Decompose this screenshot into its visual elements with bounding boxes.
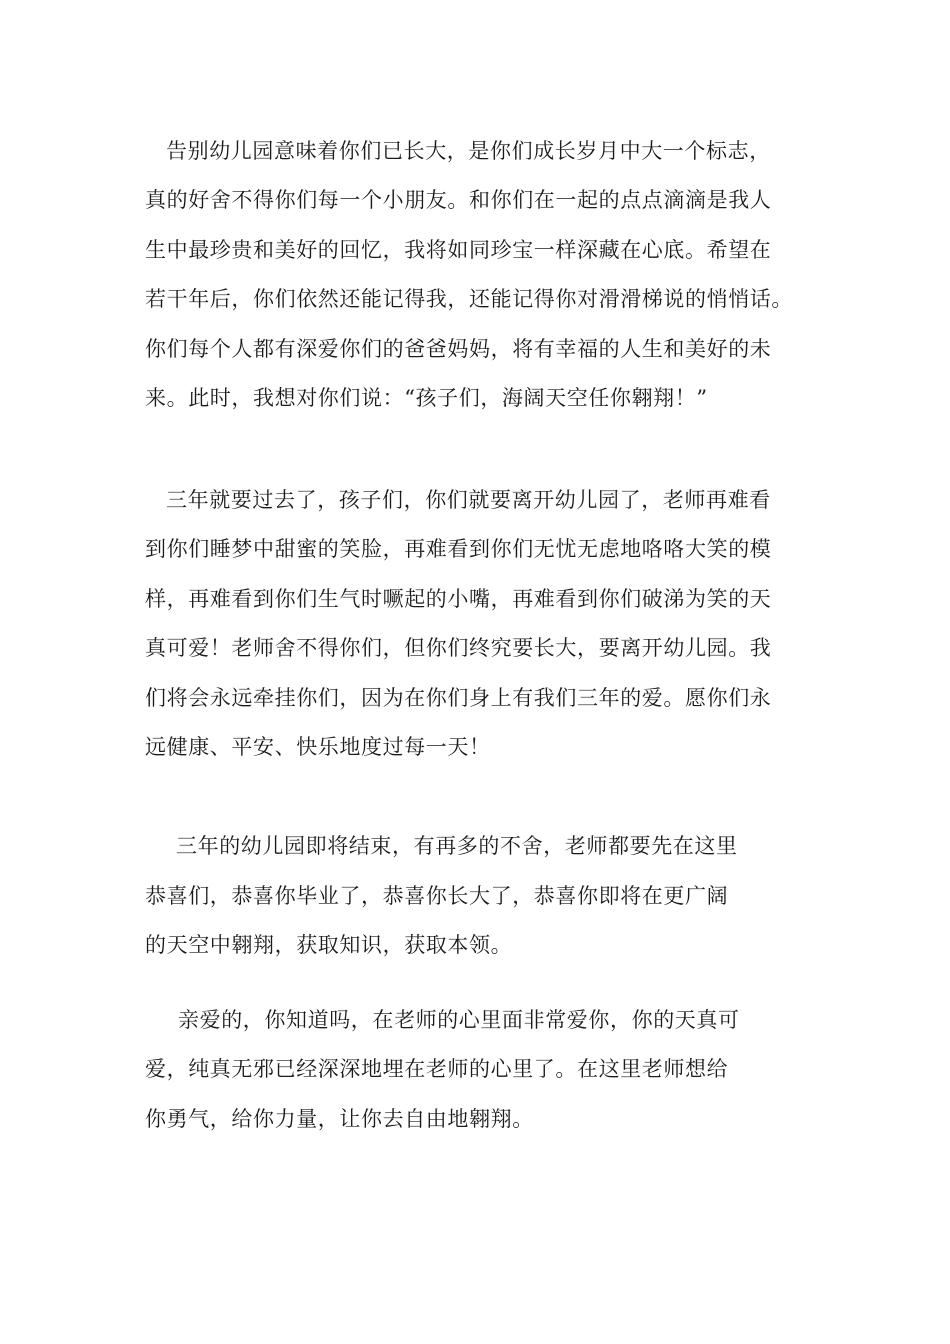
paragraph-line: 到你们睡梦中甜蜜的笑脸，再难看到你们无忧无虑地咯咯大笑的模 (145, 537, 772, 561)
paragraph-line: 若干年后，你们依然还能记得我，还能记得你对滑滑梯说的悄悄话。 (145, 287, 793, 311)
paragraph-line: 你们每个人都有深爱你们的爸爸妈妈，将有幸福的人生和美好的未 (145, 337, 772, 361)
paragraph-line: 爱，纯真无邪已经深深地埋在老师的心里了。在这里老师想给 (145, 1057, 729, 1081)
paragraph-line: 真的好舍不得你们每一个小朋友。和你们在一起的点点滴滴是我人 (145, 188, 772, 212)
paragraph-line: 真可爱！老师舍不得你们，但你们终究要长大，要离开幼儿园。我 (145, 636, 772, 660)
paragraph-line: 们将会永远牵挂你们，因为在你们身上有我们三年的爱。愿你们永 (145, 686, 772, 710)
paragraph-line: 三年的幼儿园即将结束，有再多的不舍，老师都要先在这里 (176, 834, 738, 858)
paragraph-line: 恭喜们，恭喜你毕业了，恭喜你长大了，恭喜你即将在更广阔 (145, 884, 729, 908)
paragraph-line: 样，再难看到你们生气时噘起的小嘴，再难看到你们破涕为笑的天 (145, 587, 772, 611)
paragraph-line: 你勇气，给你力量，让你去自由地翱翔。 (145, 1107, 534, 1131)
paragraph-line: 三年就要过去了，孩子们，你们就要离开幼儿园了，老师再难看 (166, 488, 771, 512)
paragraph-line: 远健康、平安、快乐地度过每一天！ (145, 735, 491, 759)
paragraph-line: 告别幼儿园意味着你们已长大，是你们成长岁月中大一个标志， (166, 139, 771, 163)
paragraph-line: 亲爱的，你知道吗，在老师的心里面非常爱你，你的天真可 (178, 1008, 740, 1032)
paragraph-line: 的天空中翱翔，获取知识，获取本领。 (145, 933, 513, 957)
paragraph-line: 生中最珍贵和美好的回忆，我将如同珍宝一样深藏在心底。希望在 (145, 238, 772, 262)
paragraph-line: 来。此时，我想对你们说：“孩子们，海阔天空任你翱翔！” (145, 386, 708, 410)
